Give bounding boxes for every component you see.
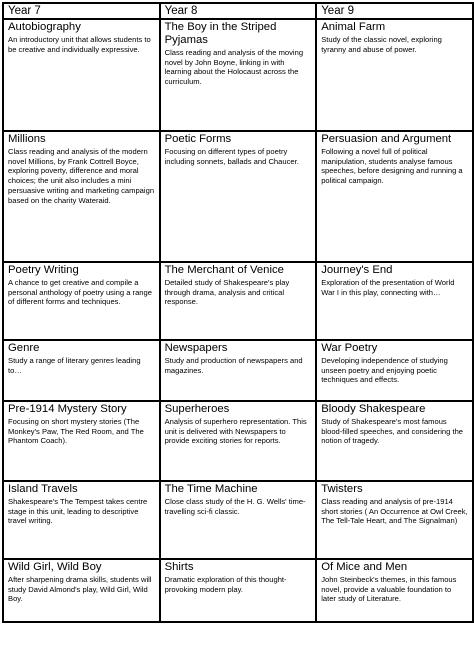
- unit-title: Journey's End: [321, 264, 393, 276]
- unit-cell: [160, 559, 317, 622]
- unit-cell: [3, 340, 160, 401]
- unit-title: The Boy in the Striped Pyjamas: [164, 21, 277, 46]
- unit-cell: [316, 481, 473, 559]
- unit-title: Pre-1914 Mystery Story: [8, 403, 127, 415]
- unit-description: Study of the classic novel, exploring tyranny and abuse of power.: [321, 35, 442, 54]
- unit-cell: [3, 19, 160, 131]
- unit-cell: [3, 131, 160, 262]
- unit-title: Of Mice and Men: [321, 561, 408, 573]
- unit-description: Study and production of newspapers and magazines.: [164, 356, 303, 375]
- unit-title: Wild Girl, Wild Boy: [8, 561, 102, 573]
- unit-title: The Merchant of Venice: [164, 264, 284, 276]
- unit-description: Shakespeare's The Tempest takes centre stage in this unit, leading to descriptive travel writing.: [8, 497, 148, 526]
- table-row: [3, 340, 473, 401]
- unit-cell: [316, 401, 473, 481]
- unit-description: Study of Shakespeare's most famous blood-filled speeches, and considering the notion of tragedy.: [321, 417, 464, 446]
- unit-title: Animal Farm: [321, 21, 386, 33]
- unit-cell: [160, 131, 317, 262]
- unit-title: Island Travels: [8, 483, 78, 495]
- unit-title: Shirts: [164, 561, 194, 573]
- unit-cell: [316, 131, 473, 262]
- unit-cell: [160, 262, 317, 340]
- unit-title: Genre: [8, 342, 40, 354]
- unit-description: Following a novel full of political manipulation, students analyse famous speeches, before designing and running a political campaign.: [321, 147, 463, 186]
- table-row: [3, 559, 473, 622]
- unit-title: Newspapers: [164, 342, 228, 354]
- unit-description: Focusing on different types of poetry including sonnets, ballads and Chaucer.: [164, 147, 299, 166]
- unit-description: Class reading and analysis of pre-1914 short stories ( An Occurrence at Owl Creek, The Tell-Tale Heart, and The Signalman): [321, 497, 468, 526]
- table-row: [3, 401, 473, 481]
- unit-description: Class reading and analysis of the moving novel by John Boyne, linking in with learning about the Holocaust across the curriculum.: [164, 48, 304, 87]
- unit-cell: [160, 340, 317, 401]
- unit-title: Persuasion and Argument: [321, 133, 452, 145]
- unit-title: Poetry Writing: [8, 264, 79, 276]
- unit-description: Analysis of superhero representation. This unit is delivered with Newspapers to provide exciting stories for reports.: [164, 417, 307, 446]
- unit-cell: [316, 559, 473, 622]
- unit-description: John Steinbeck's themes, in this famous novel, provide a valuable foundation to later study of Literature.: [321, 575, 457, 604]
- unit-description: Close class study of the H. G. Wells' time-travelling sci-fi classic.: [164, 497, 306, 516]
- curriculum-overview: [2, 2, 472, 623]
- unit-cell: [160, 19, 317, 131]
- unit-title: War Poetry: [321, 342, 378, 354]
- table-row: [3, 131, 473, 262]
- unit-title: Poetic Forms: [164, 133, 232, 145]
- unit-title: Bloody Shakespeare: [321, 403, 426, 415]
- unit-description: Class reading and analysis of the modern novel Millions, by Frank Cottrell Boyce, exploring poverty, difference and moral choices; the unit also includes a mini persuasive writing and marketing campaign based on the charity Wateraid.: [8, 147, 155, 205]
- unit-title: Superheroes: [164, 403, 230, 415]
- unit-description: An introductory unit that allows students to be creative and individually expressive.: [8, 35, 151, 54]
- unit-cell: [3, 401, 160, 481]
- unit-description: Study a range of literary genres leading to…: [8, 356, 141, 375]
- unit-title: The Time Machine: [164, 483, 258, 495]
- unit-title: Twisters: [321, 483, 363, 495]
- unit-cell: [3, 559, 160, 622]
- unit-description: Focusing on short mystery stories (The Monkey's Paw, The Red Room, and The Phantom Coach).: [8, 417, 144, 446]
- column-header-year-7: Year 7: [3, 3, 160, 19]
- unit-cell: [3, 262, 160, 340]
- header-row: [3, 3, 473, 19]
- unit-cell: [160, 481, 317, 559]
- table-row: [3, 262, 473, 340]
- unit-cell: [316, 340, 473, 401]
- unit-cell: [160, 401, 317, 481]
- unit-description: Exploration of the presentation of World War I in this play, connecting with…: [321, 278, 455, 297]
- column-header-year-9: Year 9: [316, 3, 473, 19]
- unit-cell: [316, 262, 473, 340]
- unit-cell: [316, 19, 473, 131]
- unit-description: Dramatic exploration of this thought-provoking modern play.: [164, 575, 287, 594]
- unit-title: Autobiography: [8, 21, 81, 33]
- unit-title: Millions: [8, 133, 46, 145]
- column-header-year-8: Year 8: [160, 3, 317, 19]
- table-row: [3, 481, 473, 559]
- unit-description: Developing independence of studying unseen poetry and enjoying poetic techniques and effects.: [321, 356, 448, 385]
- unit-description: A chance to get creative and compile a personal anthology of poetry using a range of different forms and techniques.: [8, 278, 152, 307]
- unit-description: After sharpening drama skills, students will study David Almond's play, Wild Girl, Wild Boy.: [8, 575, 152, 604]
- unit-cell: [3, 481, 160, 559]
- unit-description: Detailed study of Shakespeare's play through drama, analysis and critical response.: [164, 278, 290, 307]
- table-row: [3, 19, 473, 131]
- curriculum-table: [2, 2, 474, 623]
